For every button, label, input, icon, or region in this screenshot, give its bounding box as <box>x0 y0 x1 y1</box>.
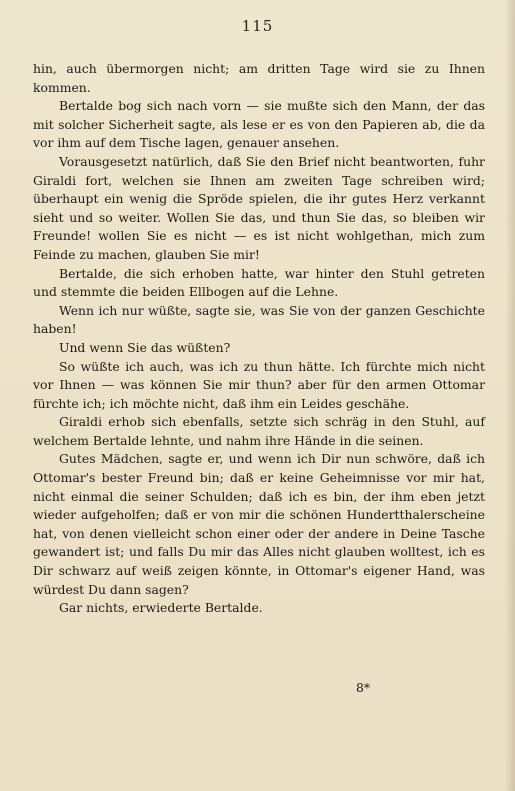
page-gutter-shadow <box>505 0 515 791</box>
paragraph: Bertalde bog sich nach vorn — sie mußte sich den Mann, der das mit solcher Sicherheit sagte, als lese er es von den Papieren ab, die da vor ihm auf dem Tische lagen, genauer ansehen. <box>33 98 485 151</box>
signature-mark: 8* <box>356 680 371 695</box>
paragraph: Und wenn Sie das wüßten? <box>59 339 231 355</box>
body-text <box>33 60 485 618</box>
page-number: 115 <box>241 17 274 35</box>
paragraph: Gar nichts, erwiederte Bertalde. <box>59 600 263 616</box>
paragraph: Giraldi erhob sich ebenfalls, setzte sich schräg in den Stuhl, auf welchem Bertalde lehnte, und nahm ihre Hände in die seinen. <box>33 414 485 448</box>
paragraph: So wüßte ich auch, was ich zu thun hätte. Ich fürchte mich nicht vor Ihnen — was können Sie mir thun? aber für den armen Ottomar fürchte ich; ich möchte nicht, daß ihm ein Leides geschähe. <box>33 358 485 411</box>
paragraph: Gutes Mädchen, sagte er, und wenn ich Dir nun schwöre, daß ich Ottomar's bester Freund bin; daß er keine Geheimnisse vor mir hat, nicht einmal die seiner Schulden; daß ich es bin, der ihm eben jetzt wieder aufgeholfen; daß er von mir die schönen Hundertthalerscheine hat, von denen vielleicht schon einer oder der andere in Deine Tasche gewandert ist; und falls Du mir das Alles nicht glauben wolltest, ich es Dir schwarz auf weiß zeigen könnte, in Ottomar's eigener Hand, was würdest Du dann sagen? <box>33 451 485 597</box>
paragraph-continuation: hin, auch übermorgen nicht; am dritten Tage wird sie zu Ihnen kommen. <box>33 61 485 95</box>
paragraph: Bertalde, die sich erhoben hatte, war hinter den Stuhl getreten und stemmte die beiden Ellbogen auf die Lehne. <box>33 265 485 300</box>
paragraph: Wenn ich nur wüßte, sagte sie, was Sie von der ganzen Geschichte haben! <box>33 302 485 337</box>
paragraph: Vorausgesetzt natürlich, daß Sie den Brief nicht beantworten, fuhr Giraldi fort, welchen sie Ihnen am zweiten Tage schreiben wird; überhaupt ein wenig die Spröde spielen, die ihr gutes Herz verkannt sieht und so weiter. Wollen Sie das, und thun Sie das, so bleiben wir Freunde! wollen Sie es nicht — es ist nicht wohlgethan, mich zum Feinde zu machen, glauben Sie mir! <box>33 153 485 262</box>
